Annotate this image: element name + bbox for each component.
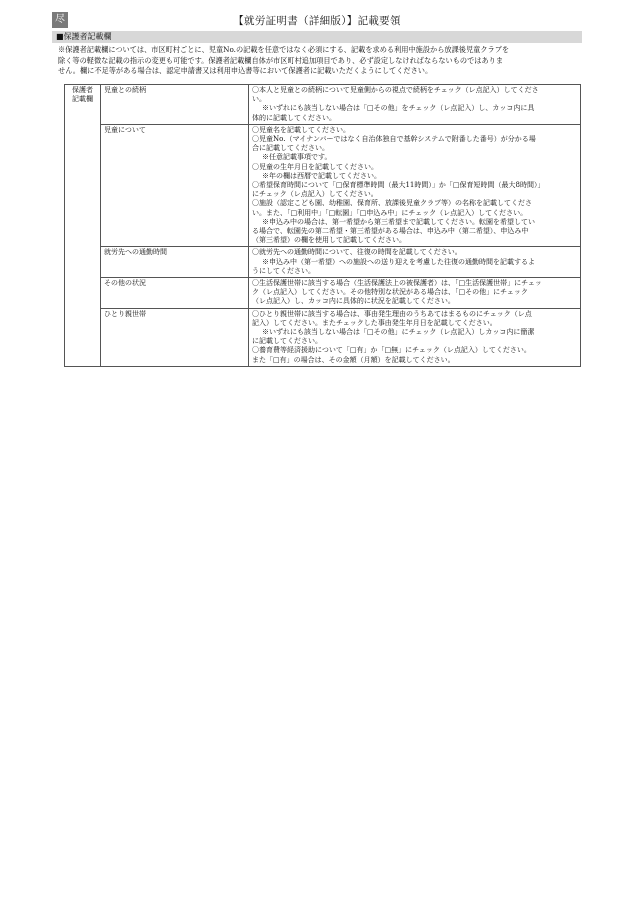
description-line: 〇養育費等経済援助について「□有」か「□無」にチェック（レ点記入）してください。 (252, 346, 531, 355)
description-line: 体的に記載してください。 (252, 113, 336, 122)
description-line: ※いずれにも該当しない場合は「□その他」をチェック（レ点記入）し、カッコ内に具 (262, 104, 535, 113)
description-line: 〇児童No.（マイナンバーではなく自治体独自で基幹システムで附番した番号）が分かる場 (252, 135, 536, 144)
description-line: （レ点記入）し、カッコ内に具体的に状況を記載してください。 (252, 297, 455, 306)
document-title: 【就労証明書（詳細版）】記載要領 (233, 15, 401, 27)
description-line: ※任意記載事項です。 (262, 153, 332, 162)
description-line: ※年の欄は西暦で記載してください。 (262, 171, 381, 180)
description-line: ※いずれにも該当しない場合は「□その他」にチェック（レ点記入）しカッコ内に簡潔 (262, 328, 535, 337)
row-label: その他の状況 (101, 278, 249, 309)
row-description (249, 124, 581, 247)
header-marker-box: 尽 (52, 12, 68, 28)
table-row (65, 278, 581, 309)
row-description (249, 85, 581, 125)
description-line: 〇本人と児童との続柄について児童側からの視点で続柄をチェック（レ点記入）してくださ (252, 86, 539, 94)
description-line: （第三希望）の欄を使用して記載してください。 (252, 236, 406, 245)
group-label-cell (65, 85, 101, 367)
intro-line: せん。欄に不足等がある場合は、認定申請書又は利用申込書等において保護者に記載いただくようにしてください。 (58, 66, 433, 76)
row-label: 就労先への通勤時間 (101, 247, 249, 278)
row-label: 児童について (101, 124, 249, 247)
table-row (65, 308, 581, 366)
description-line: 〇就労先への通勤時間について、往復の時間を記載してください。 (252, 248, 462, 257)
row-description (249, 247, 581, 278)
description-line: い。また、「□利用中」「□転園」「□申込み中」にチェック（レ点記入）してください。 (252, 208, 528, 217)
intro-note (58, 45, 578, 77)
table-row (65, 247, 581, 278)
description-line: に記載してください。 (252, 337, 322, 346)
description-line: にチェック（レ点記入）してください。 (252, 190, 378, 199)
row-label: 児童との続柄 (101, 85, 249, 125)
section-heading: ■保護者記載欄 (52, 31, 582, 43)
description-line: 〇希望保育時間について「□保育標準時間（最大11時間）」か「□保育短時間（最大8時間）」 (252, 181, 545, 190)
description-line: ク（レ点記入）してください。その他特別な状況がある場合は、「□その他」にチェック (252, 288, 528, 297)
table-row (65, 85, 581, 125)
group-label-line: 記載欄 (72, 95, 93, 104)
description-line: る場合で、転園先の第二希望・第三希望がある場合は、申込み中（第二希望）、申込み中 (252, 227, 529, 236)
page-header (52, 12, 582, 30)
guardian-section-table (64, 84, 581, 367)
description-line: うにしてください。 (252, 266, 315, 275)
group-label-line: 保護者 (72, 86, 93, 94)
description-line: ※申込み中（第一希望）への施設への送り迎えを考慮した往復の通勤時間を記載するよ (262, 257, 535, 266)
row-label: ひとり親世帯 (101, 308, 249, 366)
description-line: ※申込み中の場合は、第一希望から第三希望まで記載してください。転園を希望してい (262, 217, 535, 226)
row-description (249, 278, 581, 309)
description-line: 〇児童名を記載してください。 (252, 125, 350, 134)
description-line: 合に記載してください。 (252, 144, 329, 153)
description-line: い。 (252, 95, 266, 104)
intro-line: 除く等の軽微な記載の指示の変更も可能です。保護者記載欄自体が市区町村追加項目であり、必ず設定しなければならないものではありま (58, 55, 504, 65)
intro-line: ※保護者記載欄については、市区町村ごとに、児童No.の記載を任意ではなく必須にする、記載を求める利用中施設から放課後児童クラブを (58, 45, 510, 54)
description-line: 〇ひとり親世帯に該当する場合は、事由発生理由のうちあてはまるものにチェック（レ点 (252, 309, 532, 318)
description-line: 〇児童の生年月日を記載してください。 (252, 162, 378, 171)
description-line: 〇生活保護世帯に該当する場合（生活保護法上の被保護者）は、「□生活保護世帯」にチェッ (252, 279, 542, 288)
table-row (65, 124, 581, 247)
description-line: 〇施設（認定こども園、幼稚園、保育所、放課後児童クラブ等）の名称を記載してくださ (252, 199, 532, 208)
description-line: また「□有」の場合は、その金額（月額）を記載してください。 (252, 355, 455, 364)
row-description (249, 308, 581, 366)
description-line: 記入）してください。またチェックした事由発生年月日を記載してください。 (252, 318, 497, 327)
